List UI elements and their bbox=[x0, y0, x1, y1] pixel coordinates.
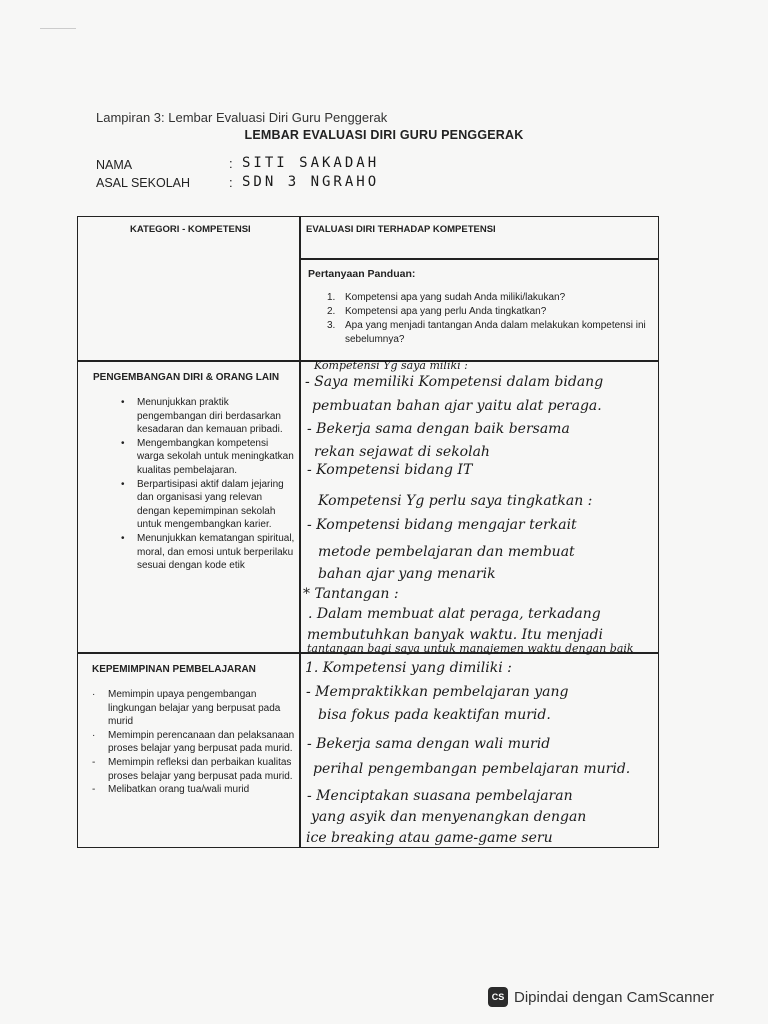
list-item: • Mengembangkan kompetensi warga sekolah untuk meningkatkan kualitas pembelajaran. bbox=[121, 437, 294, 476]
name-label: NAMA bbox=[96, 158, 133, 172]
section1-competency-list bbox=[121, 396, 297, 573]
handwritten-line: tantangan bagi saya untuk manajemen waktu dengan baik bbox=[307, 642, 634, 655]
list-item: • Menunjukkan kematangan spiritual, moral, dan emosi untuk berperilaku sesuai dengan kode etik bbox=[121, 532, 295, 572]
list-item: - Memimpin refleksi dan perbaikan kualitas proses belajar yang berpusat pada murid. bbox=[92, 756, 293, 782]
document-title: LEMBAR EVALUASI DIRI GURU PENGGERAK bbox=[244, 128, 524, 142]
handwritten-line: - Saya memiliki Kompetensi dalam bidang bbox=[305, 374, 604, 390]
handwritten-line: - Kompetensi bidang IT bbox=[307, 462, 473, 478]
guide-question: 2. Kompetensi apa yang perlu Anda tingkatkan? bbox=[327, 306, 547, 317]
school-colon: : bbox=[229, 175, 233, 190]
column-header-evaluation: EVALUASI DIRI TERHADAP KOMPETENSI bbox=[306, 224, 496, 235]
table-header-divider bbox=[299, 258, 659, 260]
list-item: · Memimpin upaya pengembangan lingkungan belajar yang berpusat pada murid bbox=[92, 689, 281, 728]
handwritten-line: metode pembelajaran dan membuat bbox=[318, 544, 575, 560]
guide-question: 1. Kompetensi apa yang sudah Anda miliki/lakukan? bbox=[327, 292, 566, 303]
guide-title: Pertanyaan Panduan: bbox=[308, 268, 416, 280]
handwritten-line: membutuhkan banyak waktu. Itu menjadi bbox=[307, 627, 603, 643]
handwritten-line: . Dalam membuat alat peraga, terkadang bbox=[308, 606, 601, 622]
list-item: • Berpartisipasi aktif dalam jejaring dan organisasi yang relevan dengan kepemimpinan sekolah untuk mengembangkan karier. bbox=[121, 478, 284, 531]
handwritten-line: - Mempraktikkan pembelajaran yang bbox=[306, 684, 569, 700]
school-value: SDN 3 NGRAHO bbox=[242, 174, 380, 190]
handwritten-line: 1. Kompetensi yang dimiliki : bbox=[305, 660, 512, 676]
watermark-text: Dipindai dengan CamScanner bbox=[514, 988, 715, 1006]
section2-competency-list bbox=[92, 688, 297, 797]
handwritten-line: pembuatan bahan ajar yaitu alat peraga. bbox=[312, 398, 602, 414]
handwritten-line: ice breaking atau game-game seru bbox=[306, 830, 553, 846]
guide-question: 3. Apa yang menjadi tantangan Anda dalam melakukan kompetensi ini sebelumnya? bbox=[327, 320, 646, 345]
handwritten-line: - Bekerja sama dengan wali murid bbox=[307, 736, 551, 752]
table-column-divider bbox=[299, 216, 301, 848]
name-colon: : bbox=[229, 156, 233, 171]
section-title-self-development: PENGEMBANGAN DIRI & ORANG LAIN bbox=[93, 372, 280, 383]
handwritten-line: - Kompetensi bidang mengajar terkait bbox=[307, 517, 577, 533]
handwritten-line: yang asyik dan menyenangkan dengan bbox=[311, 809, 587, 825]
handwritten-line: perihal pengembangan pembelajaran murid. bbox=[313, 761, 631, 777]
section-title-learning-leadership: KEPEMIMPINAN PEMBELAJARAN bbox=[92, 664, 256, 675]
camscanner-watermark bbox=[488, 987, 714, 1007]
handwritten-line: bahan ajar yang menarik bbox=[318, 566, 496, 582]
scan-artifact-line bbox=[40, 28, 76, 29]
handwritten-line: * Tantangan : bbox=[303, 586, 399, 602]
handwritten-line: bisa fokus pada keaktifan murid. bbox=[318, 707, 551, 723]
camscanner-logo-icon: CS bbox=[488, 987, 508, 1007]
guide-questions bbox=[327, 291, 647, 347]
handwritten-line: rekan sejawat di sekolah bbox=[314, 444, 490, 460]
handwritten-line: - Menciptakan suasana pembelajaran bbox=[307, 788, 573, 804]
list-item: • Menunjukkan praktik pengembangan diri berdasarkan kesadaran dan kemauan pribadi. bbox=[121, 397, 283, 436]
column-header-category: KATEGORI - KOMPETENSI bbox=[130, 224, 251, 235]
handwritten-line: - Bekerja sama dengan baik bersama bbox=[307, 421, 570, 437]
list-item: · Memimpin perencanaan dan pelaksanaan proses belajar yang berpusat pada murid. bbox=[92, 729, 295, 755]
name-value: SITI SAKADAH bbox=[242, 155, 380, 171]
handwritten-line: Kompetensi Yg saya miliki : bbox=[314, 359, 468, 372]
list-item: - Melibatkan orang tua/wali murid bbox=[92, 784, 250, 796]
appendix-caption: Lampiran 3: Lembar Evaluasi Diri Guru Penggerak bbox=[96, 110, 388, 125]
handwritten-line: Kompetensi Yg perlu saya tingkatkan : bbox=[318, 493, 593, 509]
school-label: ASAL SEKOLAH bbox=[96, 176, 191, 190]
